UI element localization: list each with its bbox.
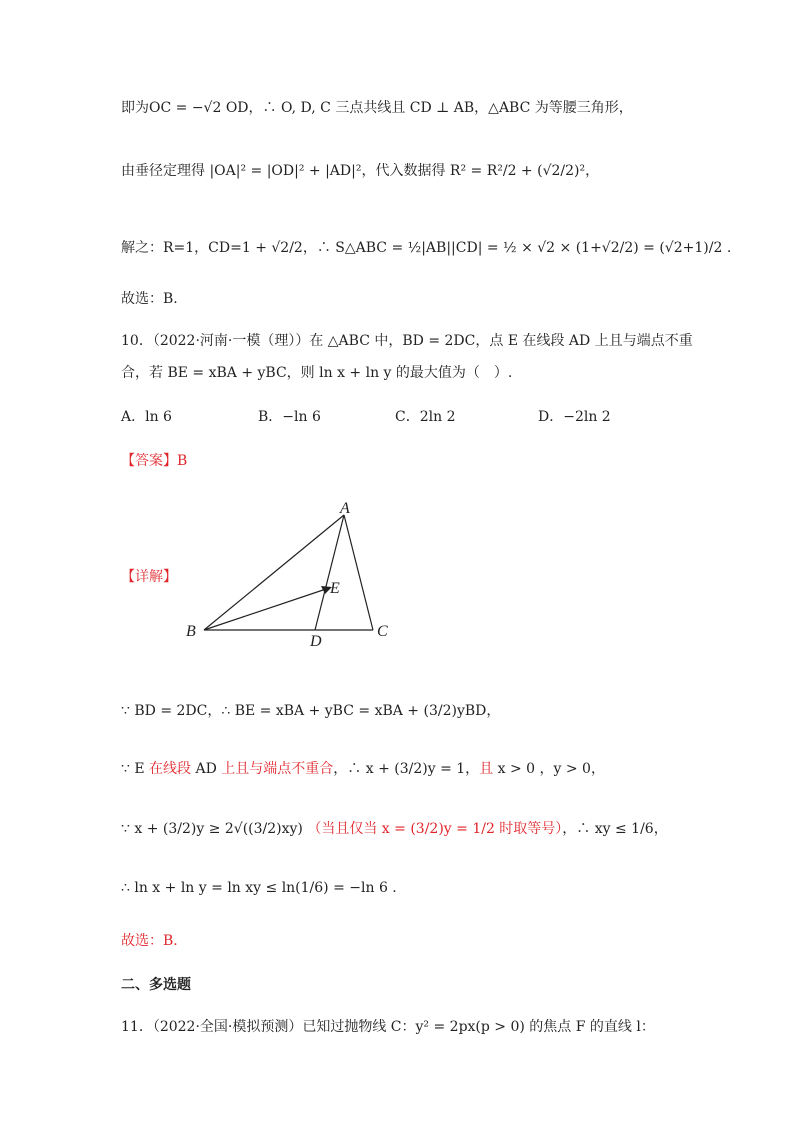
option-d: D．−2ln 2	[538, 409, 611, 425]
point-d-label: D	[310, 633, 322, 650]
detail-label: 【详解】	[121, 569, 177, 585]
vertex-c-label: C	[377, 623, 388, 640]
solution-line-4: ∴ ln x + ln y = ln xy ≤ ln(1/6) = −ln 6 .	[121, 880, 397, 896]
text-line-1: 即为OC = −√2 OD，∴ O, D, C 三点共线且 CD ⊥ AB，△ABC 为等腰三角形，	[121, 100, 633, 116]
option-a: A．ln 6	[121, 409, 172, 425]
question-11-line: 11．（2022·全国·模拟预测）已知过抛物线 C：y² = 2px(p > 0) 的焦点 F 的直线 l：	[121, 1019, 655, 1035]
solution-line-2-part-g: x > 0 ，y > 0，	[493, 761, 605, 777]
solution-line-2-part-a: ∵ E	[121, 761, 150, 777]
solution-line-2-part-b: 在线段	[149, 761, 192, 777]
solution-line-2-part-c: AD	[191, 761, 222, 777]
solution-line-3-part-b: （当且仅当 x = (3/2)y = 1/2 时取等号）	[307, 821, 563, 837]
solution-line-3-part-a: ∵ x + (3/2)y ≥ 2√((3/2)xy)	[121, 821, 308, 837]
vertex-a-label: A	[340, 500, 350, 517]
solution-line-3	[121, 818, 668, 838]
triangle-figure	[180, 495, 400, 655]
option-b: B．−ln 6	[258, 409, 321, 425]
section-heading: 二、多选题	[121, 977, 191, 993]
text-line-3: 解之：R=1，CD=1 + √2/2，∴ S△ABC = ½|AB||CD| = ½ × √2 × (1+√2/2) = (√2+1)/2 .	[121, 240, 732, 256]
choice-line-1: 故选：B.	[121, 291, 178, 307]
answer-label: 【答案】B	[121, 453, 188, 469]
solution-line-2-part-e: ，∴ x + (3/2)y = 1，	[333, 761, 480, 777]
option-c: C．2ln 2	[395, 409, 456, 425]
question-10-line-1: 10．（2022·河南·一模（理））在 △ABC 中，BD = 2DC，点 E 在线段 AD 上且与端点不重	[121, 333, 693, 349]
solution-line-2-part-d: 上且与端点不重合	[221, 761, 334, 777]
question-10-line-2: 合，若 BE = xBA + yBC，则 ln x + ln y 的最大值为（ ）.	[121, 365, 513, 381]
point-e-label: E	[330, 580, 340, 597]
choice-line-2: 故选：B.	[121, 933, 178, 949]
vertex-b-label: B	[186, 623, 196, 640]
solution-line-1: ∵ BD = 2DC，∴ BE = xBA + yBC = xBA + (3/2)yBD，	[121, 703, 501, 719]
solution-line-3-part-c: ，∴ xy ≤ 1/6，	[562, 821, 668, 837]
solution-line-2	[121, 758, 605, 778]
text-line-2: 由垂径定理得 |OA|² = |OD|² + |AD|²，代入数据得 R² = R²/2 + (√2/2)²，	[121, 163, 600, 179]
solution-line-2-part-f: 且	[479, 761, 494, 777]
